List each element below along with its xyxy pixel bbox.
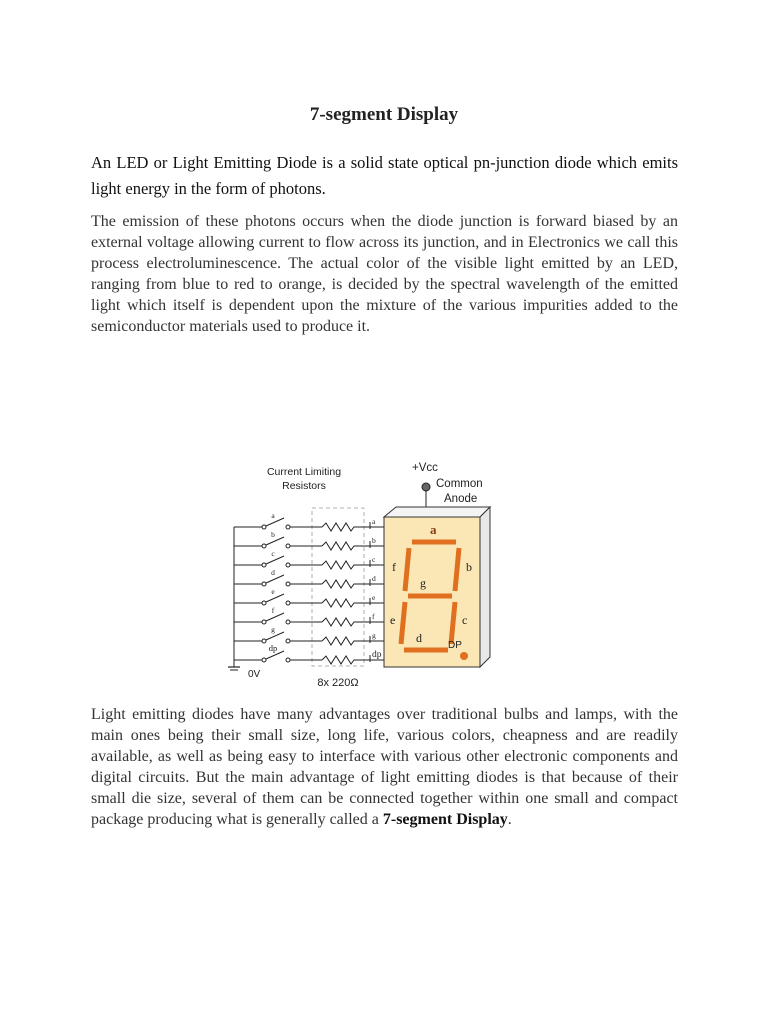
pin-label-g: g [372, 631, 376, 640]
switch-contact [262, 620, 266, 624]
switch-label-b: b [271, 530, 275, 539]
switch-contact [262, 639, 266, 643]
pin-label-b: b [372, 536, 376, 545]
segment-label-e: e [390, 613, 396, 627]
common-anode-label-line2: Anode [444, 493, 478, 505]
switch-contact [262, 658, 266, 662]
pin-label-c: c [372, 555, 376, 564]
seven-segment-circuit-diagram [220, 455, 510, 695]
resistor [322, 637, 370, 645]
resistor [322, 599, 370, 607]
switch-label-e: e [271, 587, 275, 596]
segment-label-b: b [466, 560, 472, 574]
pin-label-dp: dp [372, 650, 382, 660]
segment-label-g: g [420, 576, 426, 590]
switch-contact [262, 563, 266, 567]
resistor [322, 618, 370, 626]
resistor [322, 561, 370, 569]
page-title: 7-segment Display [309, 104, 459, 125]
segment-label-f: f [392, 560, 396, 574]
switch-label-dp: dp [268, 643, 278, 653]
resistor-bank-box [312, 508, 364, 666]
resistor [322, 523, 370, 531]
switch-contact [262, 582, 266, 586]
circuit-row-a [234, 511, 384, 531]
switch-label-f: f [271, 606, 275, 615]
circuit-row-d [234, 568, 384, 588]
switch-lever [266, 518, 284, 526]
emission-paragraph: The emission of these photons occurs when the diode junction is forward biased by an external voltage allowing current to flow across its junction, and in Electronics we call this process electroluminescence. The actual color of the visible light emitted by an LED, ranging from blue to red to orange, is decided by the spectral wavelength of the emitted light which itself is dependent upon the mixture of the various impurities added to the semiconductor materials used to produce it. [91, 213, 678, 335]
circuit-row-c [234, 549, 384, 569]
switch-label-g: g [271, 625, 275, 634]
segment-label-d: d [416, 631, 422, 645]
circuit-row-g [234, 625, 384, 645]
switch-lever [266, 594, 284, 602]
seven-segment-term: 7-segment Display [382, 811, 508, 828]
segment-label-dp: DP [448, 640, 462, 651]
switch-label-d: d [271, 568, 275, 577]
advantages-end: . [507, 811, 512, 828]
switch-contact [262, 525, 266, 529]
advantages-text: Light emitting diodes have many advantages over traditional bulbs and lamps, with the main ones being their small size, long life, various colors, cheapness and are readily available, as well as being easy to interface with various other electronic components and digital circuits. But the main advantage of light emitting diodes is that because of their small die size, several of them can be connected together within one small and compact package producing what is generally called a [91, 706, 678, 828]
switch-contact [262, 601, 266, 605]
circuit-row-f [234, 606, 384, 626]
switch-lever [266, 632, 284, 640]
intro-paragraph: An LED or Light Emitting Diode is a solid state optical pn-junction diode which emits light energy in the form of photons. [91, 153, 678, 198]
switch-lever [266, 556, 284, 564]
segment-label-a: a [430, 522, 437, 537]
vcc-terminal [422, 483, 430, 491]
circuit-row-dp [234, 643, 384, 664]
resistor-label-line1: Current Limiting [266, 466, 342, 478]
resistor [322, 542, 370, 550]
resistor [322, 656, 370, 664]
advantages-paragraph [91, 704, 678, 830]
circuit-row-b [234, 530, 384, 550]
switch-lever [266, 537, 284, 545]
switch-contact [262, 544, 266, 548]
vcc-label: +Vcc [412, 462, 438, 474]
resistor-value-label: 8x 220Ω [317, 677, 359, 689]
pin-label-f: f [372, 612, 375, 621]
pin-label-e: e [372, 593, 376, 602]
circuit-row-e [234, 587, 384, 607]
switch-label-a: a [271, 511, 275, 520]
common-anode-label-line1: Common [436, 478, 483, 490]
switch-label-c: c [271, 549, 275, 558]
pin-label-a: a [372, 517, 376, 526]
resistor-label-line2: Resistors [282, 480, 326, 492]
ground-label: 0V [248, 669, 261, 680]
segment-label-c: c [462, 613, 468, 627]
switch-lever [266, 613, 284, 621]
resistor [322, 580, 370, 588]
switch-lever [266, 575, 284, 583]
pin-label-d: d [372, 574, 376, 583]
segment-dp [460, 652, 468, 660]
